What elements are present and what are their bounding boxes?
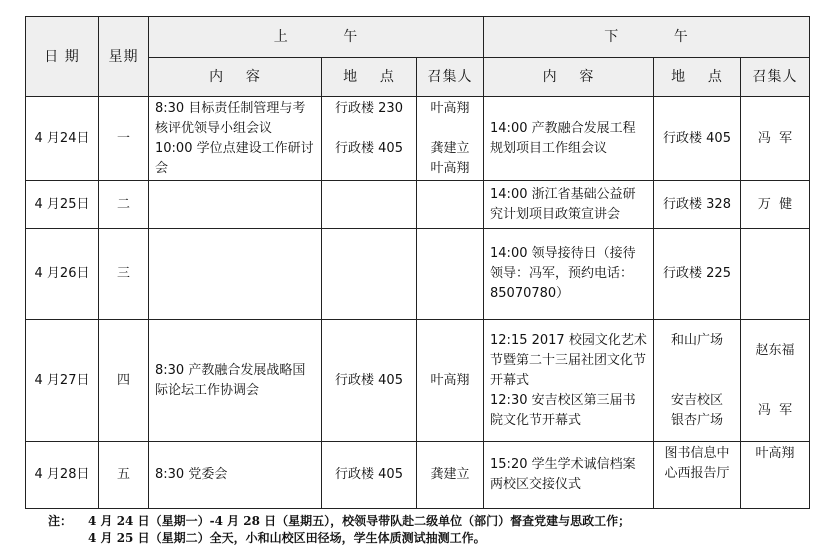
table-row xyxy=(26,320,810,442)
row-date: 4 月28日 xyxy=(26,442,99,509)
pm-convener: 叶高翔 xyxy=(741,442,810,509)
am-place xyxy=(322,229,417,320)
row-date: 4 月26日 xyxy=(26,229,99,320)
am-convener xyxy=(417,181,484,229)
header-pm-content: 内 容 xyxy=(484,58,654,97)
header-pm-place: 地 点 xyxy=(654,58,741,97)
footnote xyxy=(48,513,630,547)
am-content: 8:30 党委会 xyxy=(149,442,322,509)
footnote-line-1: 4 月 24 日（星期一）-4 月 28 日（星期五），校领导带队赴二级单位（部门）督查党建与思政工作； xyxy=(88,514,631,528)
am-place: 行政楼 405 xyxy=(322,442,417,509)
pm-content: 14:00 产教融合发展工程规划项目工作组会议 xyxy=(484,97,654,181)
header-am-convener: 召集人 xyxy=(417,58,484,97)
am-place: 行政楼 230 行政楼 405 xyxy=(322,97,417,181)
am-content: 8:30 目标责任制管理与考核评优领导小组会议 10:00 学位点建设工作研讨会 xyxy=(149,97,322,181)
row-date: 4 月25日 xyxy=(26,181,99,229)
pm-convener: 万 健 xyxy=(741,181,810,229)
row-weekday: 一 xyxy=(99,97,149,181)
header-weekday: 星期 xyxy=(99,17,149,97)
pm-content: 12:15 2017 校园文化艺术节暨第二十三届社团文化节开幕式 12:30 安吉校区第三届书院文化节开幕式 xyxy=(484,320,654,442)
am-place: 行政楼 405 xyxy=(322,320,417,442)
am-content xyxy=(149,229,322,320)
pm-place: 行政楼 405 xyxy=(654,97,741,181)
am-convener xyxy=(417,229,484,320)
row-weekday: 三 xyxy=(99,229,149,320)
pm-place: 图书信息中心西报告厅 xyxy=(654,442,741,509)
row-weekday: 五 xyxy=(99,442,149,509)
header-afternoon: 下 午 xyxy=(484,17,810,58)
pm-convener: 赵东福 冯 军 xyxy=(741,320,810,442)
footnote-line-2: 4 月 25 日（星期二）全天，小和山校区田径场，学生体质测试抽测工作。 xyxy=(88,531,486,545)
pm-place: 行政楼 225 xyxy=(654,229,741,320)
pm-place: 行政楼 328 xyxy=(654,181,741,229)
table-row xyxy=(26,97,810,181)
header-pm-convener: 召集人 xyxy=(741,58,810,97)
pm-content: 14:00 领导接待日（接待领导：冯军，预约电话：85070780） xyxy=(484,229,654,320)
am-convener: 龚建立 xyxy=(417,442,484,509)
table-row xyxy=(26,229,810,320)
pm-convener: 冯 军 xyxy=(741,97,810,181)
footnote-label: 注： xyxy=(48,514,73,528)
am-convener: 叶高翔 xyxy=(417,320,484,442)
pm-content: 15:20 学生学术诚信档案两校区交接仪式 xyxy=(484,442,654,509)
table-row xyxy=(26,442,810,509)
row-date: 4 月24日 xyxy=(26,97,99,181)
table-row xyxy=(26,181,810,229)
row-weekday: 四 xyxy=(99,320,149,442)
row-weekday: 二 xyxy=(99,181,149,229)
header-am-content: 内 容 xyxy=(149,58,322,97)
am-place xyxy=(322,181,417,229)
header-am-place: 地 点 xyxy=(322,58,417,97)
header-date: 日 期 xyxy=(26,17,99,97)
pm-content: 14:00 浙江省基础公益研究计划项目政策宣讲会 xyxy=(484,181,654,229)
pm-convener xyxy=(741,229,810,320)
am-content: 8:30 产教融合发展战略国际论坛工作协调会 xyxy=(149,320,322,442)
schedule-table xyxy=(25,16,810,509)
am-convener: 叶高翔 龚建立 叶高翔 xyxy=(417,97,484,181)
pm-place: 和山广场 安吉校区 银杏广场 xyxy=(654,320,741,442)
row-date: 4 月27日 xyxy=(26,320,99,442)
header-morning: 上 午 xyxy=(149,17,484,58)
am-content xyxy=(149,181,322,229)
